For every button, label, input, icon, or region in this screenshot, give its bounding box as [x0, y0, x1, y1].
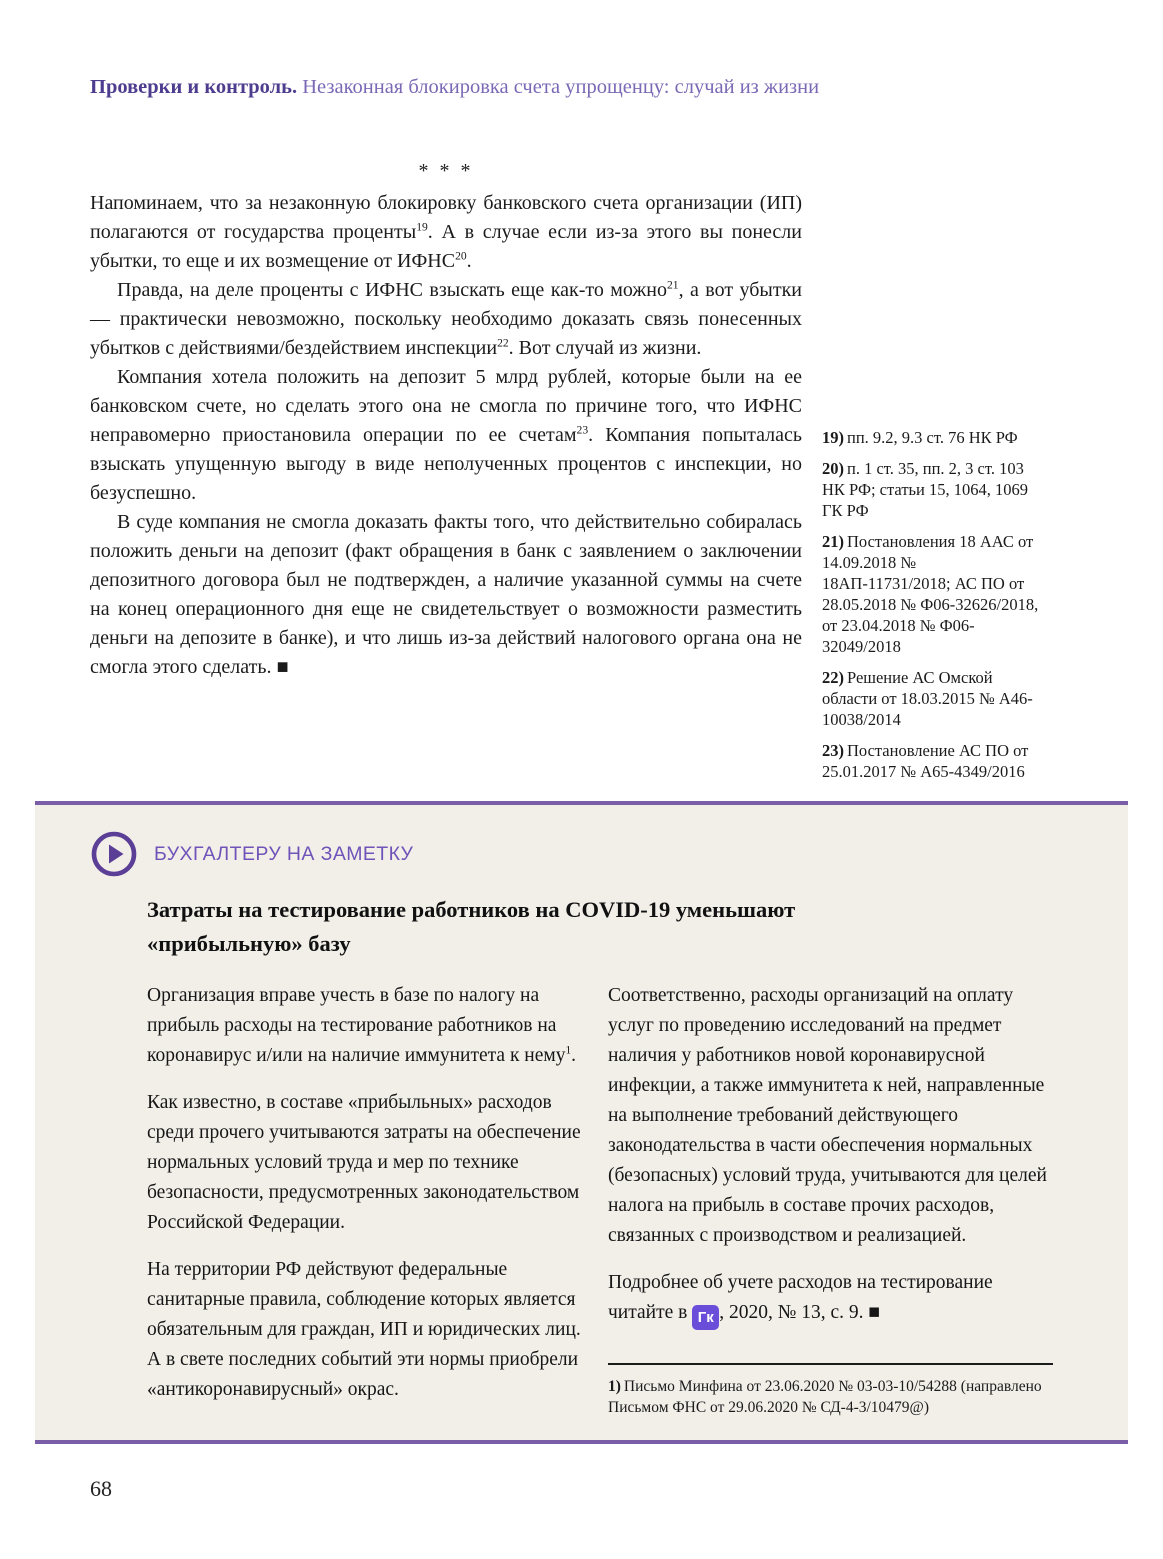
sidebar-footnote-22 — [822, 667, 1046, 730]
note-headline: Затраты на тестирование работников на COVID-19 уменьшают «прибыльную» базу — [147, 897, 796, 956]
running-head — [90, 76, 1070, 99]
note-section — [35, 805, 1128, 1440]
note-paragraph: Соответственно, расходы организаций на оплату услуг по проведению исследований на предмет наличия у работников новой коронавирусной инфекции, а также иммунитета к ней, направленные на выполнение требований действующего законодательства в части обеспечения нормальных (безопасных) условий труда, учитываются для целей налога на прибыль в составе прочих расходов, связанных с производством и реализацией. — [608, 985, 1047, 1246]
play-icon — [91, 831, 137, 877]
article-paragraph: Правда, на деле проценты с ИФНС взыскать еще как-то можно$^{21}$, а вот убытки — практически невозможно, поскольку необходимо доказать связь понесенных убытков с действиями/бездействием инспекции$^{22}$. Вот случай из жизни. — [90, 278, 803, 359]
sidebar-footnotes — [822, 427, 1046, 792]
gk-magazine-logo: Гк — [692, 1305, 719, 1330]
running-head-title: Незаконная блокировка счета упрощенцу: случай из жизни — [302, 76, 820, 98]
footnote-reference: 19 — [416, 220, 428, 234]
footnote-number: 23) — [822, 741, 844, 760]
footnote-text: пп. 9.2, 9.3 ст. 76 НК РФ — [847, 428, 1018, 447]
footnote-reference: 21 — [666, 278, 679, 292]
note-section-header — [91, 831, 413, 877]
section-divider-bottom — [35, 1440, 1128, 1444]
footnote-reference: 22 — [497, 336, 509, 350]
note-paragraph: Подробнее об учете расходов на тестирование читайте в Гк , 2020, № 13, с. 9. ■ — [608, 1268, 1053, 1330]
article-body — [90, 160, 802, 682]
footnote-text: Постановление АС ПО от 25.01.2017 № А65-4349/2016 — [822, 741, 1029, 781]
footnote-number: 20) — [822, 459, 844, 478]
sidebar-footnote-23 — [822, 740, 1046, 782]
footnote-reference: 1 — [565, 1044, 572, 1057]
footnote-number: 21) — [822, 532, 844, 551]
footnote-number: 1) — [608, 1378, 621, 1395]
footnote-text: п. 1 ст. 35, пп. 2, 3 ст. 103 НК РФ; статьи 15, 1064, 1069 ГК РФ — [822, 459, 1029, 520]
footnote-number: 22) — [822, 668, 844, 687]
footnote-text: Решение АС Омской области от 18.03.2015 № А46-10038/2014 — [822, 668, 1033, 729]
footnote-number: 19) — [822, 428, 844, 447]
note-right-column — [608, 981, 1053, 1347]
note-paragraph: Как известно, в составе «прибыльных» расходов среди прочего учитываются затраты на обеспечение нормальных условий труда и мер по технике безопасности, предусмотренных законодательством Российской Федерации. — [147, 1092, 581, 1233]
running-head-section: Проверки и контроль. — [90, 76, 298, 98]
sidebar-footnote-19 — [822, 427, 1046, 448]
page-number: 68 — [90, 1476, 112, 1501]
article-paragraph: Напоминаем, что за незаконную блокировку банковского счета организации (ИП) полагаются от государства проценты$^{19}$. А в случае если из-за этого вы понесли убытки, то еще и их возмещение от ИФНС$^{20}$. — [90, 192, 802, 272]
footnote-text: Письмо Минфина от 23.06.2020 № 03-03-10/54288 (направлено Письмом ФНС от 29.06.2020 № СД-4-3/10479@) — [608, 1378, 1042, 1416]
note-paragraph: На территории РФ действуют федеральные санитарные правила, соблюдение которых является обязательным для граждан, ИП и юридических лиц. А в свете последних событий эти нормы приобрели «антикоронавирусный» окрас. — [147, 1259, 581, 1400]
article-separator: * * * — [418, 160, 474, 182]
footnote-reference: 23 — [576, 423, 589, 437]
footnote-reference: 20 — [455, 249, 467, 263]
article-paragraph: В суде компания не смогла доказать факты того, что действительно собиралась положить деньги на депозит (факт обращения в банк с заявлением о заключении депозитного договора был не подтвержден, а наличие указанной суммы на счете на конец операционного дня еще не свидетельствует о возможности разместить деньги на депозите в банке), и что лишь из-за действий налогового органа она не смогла этого сделать. ■ — [90, 511, 802, 678]
footnote-text: Постановления 18 ААС от 14.09.2018 № 18АП-11731/2018; АС ПО от 28.05.2018 № Ф06-32626/2018, от 23.04.2018 № Ф06-32049/2018 — [822, 532, 1039, 656]
sidebar-footnote-21 — [822, 531, 1046, 657]
note-section-label: БУХГАЛТЕРУ НА ЗАМЕТКУ — [154, 842, 414, 865]
sidebar-footnote-20 — [822, 458, 1046, 521]
note-left-column — [147, 981, 587, 1422]
note-footnote — [608, 1363, 1053, 1418]
article-paragraph: Компания хотела положить на депозит 5 млрд рублей, которые были на ее банковском счете, но сделать этого она не смогла по причине того, что ИФНС неправомерно приостановила операции по ее счетам$^{23}$. Компания попыталась взыскать упущенную выгоду в виде неполученных процентов с инспекции, но безуспешно. — [90, 366, 803, 504]
note-paragraph: Организация вправе учесть в базе по налогу на прибыль расходы на тестирование работников на коронавирус и/или на наличие иммунитета к нему$^1$. — [147, 985, 577, 1066]
